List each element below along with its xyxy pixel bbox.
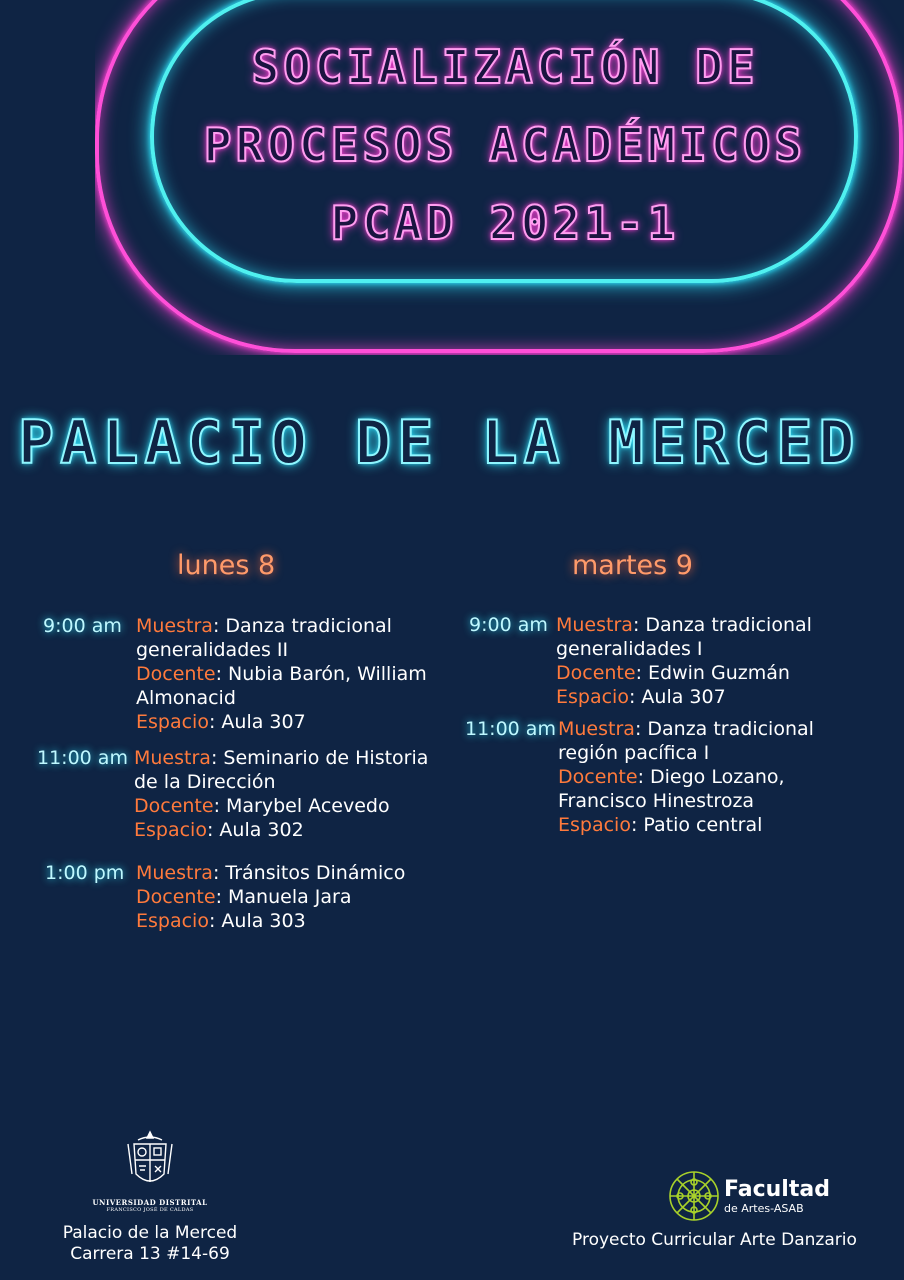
neon-header	[0, 0, 904, 400]
university-name: UNIVERSIDAD DISTRITAL	[92, 1198, 208, 1207]
faculty-logo-icon	[668, 1170, 720, 1222]
university-seal-icon	[120, 1130, 180, 1196]
day-label-martes: martes 9	[572, 550, 693, 581]
address: Palacio de la Merced Carrera 13 #14-69	[62, 1223, 238, 1264]
project-name: Proyecto Curricular Arte Danzario	[572, 1230, 857, 1250]
slot-details: Muestra: Danza tradicional región pacífica I Docente: Diego Lozano, Francisco Hinestroza Espacio: Patio central	[558, 718, 814, 836]
university-block	[40, 1130, 260, 1265]
slot-time: 11:00 am	[465, 718, 556, 740]
university-subname: FRANCISCO JOSÉ DE CALDAS	[106, 1207, 194, 1213]
slot-time: 11:00 am	[37, 747, 128, 769]
slot-time: 9:00 am	[469, 614, 548, 636]
faculty-subname: de Artes-ASAB	[724, 1202, 804, 1215]
day-label-lunes: lunes 8	[177, 550, 276, 581]
slot-time: 1:00 pm	[45, 862, 125, 884]
slot-details: Muestra: Danza tradicional generalidades I Docente: Edwin Guzmán Espacio: Aula 307	[556, 614, 812, 708]
slot-details: Muestra: Seminario de Historia de la Dirección Docente: Marybel Acevedo Espacio: Aula 302	[134, 747, 429, 841]
faculty-name: Facultad	[724, 1177, 830, 1202]
event-title: SOCIALIZACIÓN DE PROCESOS ACADÉMICOS PCAD 2021-1	[203, 40, 807, 250]
slot-details: Muestra: Danza tradicional generalidades II Docente: Nubia Barón, William Almonacid Espacio: Aula 307	[136, 615, 427, 733]
slot-time: 9:00 am	[43, 615, 122, 637]
slot-details: Muestra: Tránsitos Dinámico Docente: Manuela Jara Espacio: Aula 303	[136, 862, 406, 932]
venue-title: PALACIO DE LA MERCED	[18, 408, 861, 478]
